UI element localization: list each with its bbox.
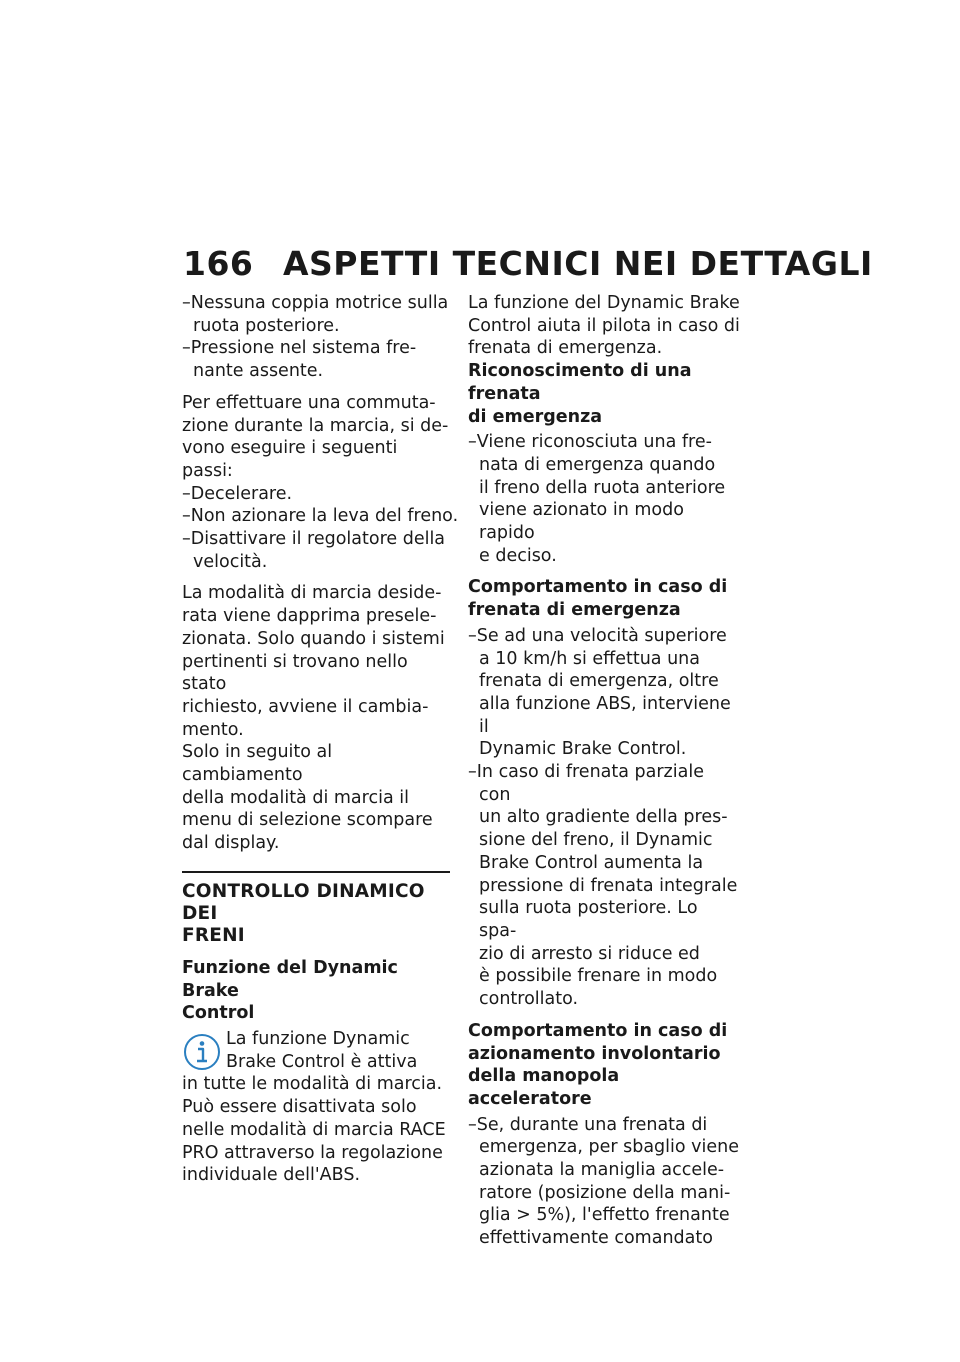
list-conditions	[182, 292, 450, 383]
subheading-throttle: Comportamento in caso di azionamento involontario della manopola acceleratore	[468, 1020, 728, 1109]
list-item: – Se ad una velocità superiore a 10 km/h si effettua una frenata di emergenza, oltre alla funzione ABS, interviene il Dynamic Brake Control.	[468, 625, 740, 761]
right-column	[468, 292, 740, 1259]
page-title: ASPETTI TECNICI NEI DETTAGLI	[283, 244, 873, 283]
list-item: – Viene riconosciuta una fre- nata di emergenza quando il freno della ruota anteriore viene azionato in modo rapido e deciso.	[468, 431, 740, 567]
list-throttle	[468, 1114, 740, 1250]
list-recognition	[468, 431, 740, 567]
page-header	[183, 244, 873, 283]
list-item: – Pressione nel sistema fre- nante assente.	[182, 337, 450, 382]
list-item: – Decelerare.	[182, 483, 450, 506]
info-icon	[182, 1032, 222, 1072]
list-item: – Nessuna coppia motrice sulla ruota posteriore.	[182, 292, 450, 337]
subheading-function: Funzione del Dynamic Brake Control	[182, 957, 398, 1024]
list-item: – Se, durante una frenata di emergenza, per sbaglio viene azionata la maniglia accele- ratore (posizione della mani- glia > 5%), l'effetto frenante effettivamente comandato	[468, 1114, 740, 1250]
info-note	[182, 1028, 450, 1187]
paragraph-mode-change: La modalità di marcia deside- rata viene dapprima presele- zionata. Solo quando i sistemi pertinenti si trovano nello stato richiesto, avviene il cambia- mento.	[182, 583, 445, 740]
note-text-rest: in tutte le modalità di marcia. Può essere disattivata solo nelle modalità di marcia RACE PRO attraverso la regolazione individuale dell'ABS.	[182, 1074, 446, 1186]
list-emergency-behaviour	[468, 625, 740, 1011]
left-column	[182, 292, 459, 1187]
note-text-first: La funzione Dynamic Brake Control è attiva	[226, 1028, 418, 1072]
section-title: CONTROLLO DINAMICO DEI FRENI	[182, 880, 425, 946]
section-divider	[182, 871, 450, 873]
list-item: – Disattivare il regolatore della velocità.	[182, 528, 450, 573]
page-number: 166	[183, 244, 254, 283]
subheading-emergency-behaviour: Comportamento in caso di frenata di emergenza	[468, 577, 728, 621]
paragraph-menu: Solo in seguito al cambiamento della modalità di marcia il menu di selezione scompare dal display.	[182, 742, 433, 854]
list-steps	[182, 483, 459, 574]
paragraph-dbc-intro: La funzione del Dynamic Brake Control aiuta il pilota in caso di frenata di emergenza.	[468, 293, 740, 359]
paragraph-steps-intro: Per effettuare una commuta- zione durante la marcia, si de- vono eseguire i seguenti passi:	[182, 392, 449, 481]
list-item: – In caso di frenata parziale con un alto gradiente della pres- sione del freno, il Dynamic Brake Control aumenta la pressione di frenata integrale sulla ruota posteriore. Lo spa- zio di arresto si riduce ed è possibile frenare in modo controllato.	[468, 761, 740, 1011]
list-item: – Non azionare la leva del freno.	[182, 505, 450, 528]
subheading-recognition: Riconoscimento di una frenata di emergenza	[468, 361, 692, 427]
